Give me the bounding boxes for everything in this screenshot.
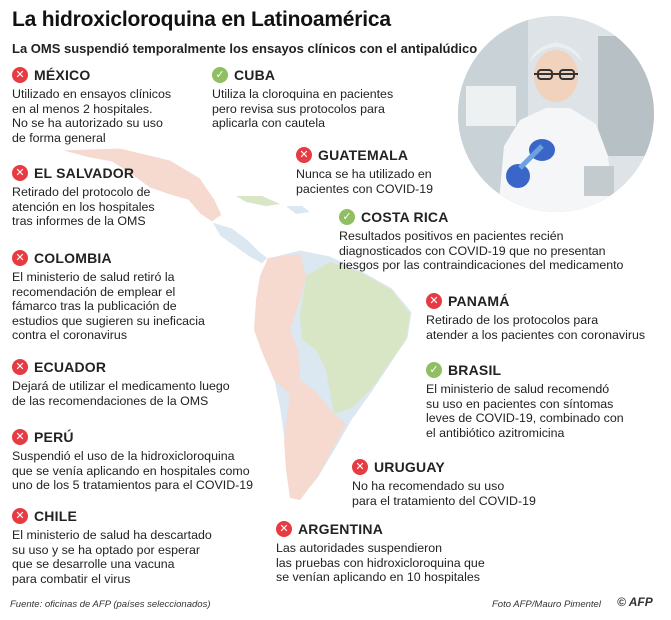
country-chile [12, 507, 212, 586]
cross-icon: ✕ [276, 521, 292, 537]
country-el-salvador [12, 164, 155, 229]
cross-icon: ✕ [426, 293, 442, 309]
country-description: Nunca se ha utilizado en pacientes con COVID-19 [296, 167, 434, 196]
cross-icon: ✕ [12, 429, 28, 445]
country-name: MÉXICO [34, 67, 91, 83]
country-description: Las autoridades suspendieron las pruebas con hidroxicloroquina que se venían aplicando en 10 hospitales [276, 541, 485, 585]
country-name: PERÚ [34, 429, 74, 445]
country-colombia [12, 249, 205, 343]
country-mexico [12, 66, 171, 145]
scientist-photo [458, 16, 654, 212]
country-description: El ministerio de salud retiró la recomendación de emplear el fámarco tras la publicación de estudios que sugieren su ineficacia contra el coronavirus [12, 270, 205, 343]
country-uruguay [352, 458, 536, 508]
country-description: Dejará de utilizar el medicamento luego de las recomendaciones de la OMS [12, 379, 230, 408]
map-caribbean [286, 206, 310, 214]
cross-icon: ✕ [12, 359, 28, 375]
cross-icon: ✕ [12, 67, 28, 83]
map-cuba [236, 196, 280, 206]
country-peru [12, 428, 253, 493]
cross-icon: ✕ [12, 250, 28, 266]
country-name: ECUADOR [34, 359, 107, 375]
cross-icon: ✕ [12, 508, 28, 524]
country-name: COLOMBIA [34, 250, 112, 266]
photo-credit: Foto AFP/Mauro Pimentel [492, 599, 601, 610]
country-name: CUBA [234, 67, 276, 83]
country-guatemala [296, 146, 433, 196]
country-ecuador [12, 358, 230, 408]
country-name: GUATEMALA [318, 147, 409, 163]
country-description: Utilizado en ensayos clínicos en al menos 2 hospitales. No se ha autorizado su uso de forma general [12, 87, 172, 145]
country-description: Retirado del protocolo de atención en los hospitales tras informes de la OMS [12, 185, 155, 229]
country-name: BRASIL [448, 362, 502, 378]
country-description: Utiliza la cloroquina en pacientes pero revisa sus protocolos para aplicarla con cautela [212, 87, 394, 131]
check-icon: ✓ [339, 209, 355, 225]
cross-icon: ✕ [352, 459, 368, 475]
country-costa-rica [339, 208, 623, 273]
country-argentina [276, 520, 485, 585]
check-icon: ✓ [426, 362, 442, 378]
country-description: Resultados positivos en pacientes recién diagnosticados con COVID-19 que no presentan riesgos por las contraindicaciones del medicamento [339, 229, 624, 273]
source-note: Fuente: oficinas de AFP (países seleccionados) [10, 599, 211, 610]
country-cuba [212, 66, 393, 131]
country-description: No ha recomendado su uso para el tratamiento del COVID-19 [352, 479, 536, 508]
country-description: Suspendió el uso de la hidroxicloroquina que se venía aplicando en hospitales como uno de los 5 tratamientos para el COVID-19 [12, 449, 254, 493]
country-description: El ministerio de salud recomendó su uso en pacientes con síntomas leves de COVID-19, combinado con el antibiótico azitromicina [426, 382, 624, 440]
page-subtitle: La OMS suspendió temporalmente los ensayos clínicos con el antipalúdico [12, 41, 478, 56]
country-brasil [426, 361, 624, 440]
country-panama [426, 292, 645, 342]
afp-logo: © AFP [617, 595, 653, 609]
country-name: CHILE [34, 508, 77, 524]
country-description: Retirado de los protocolos para atender a los pacientes con coronavirus [426, 313, 646, 342]
cross-icon: ✕ [12, 165, 28, 181]
country-description: El ministerio de salud ha descartado su uso y se ha optado por esperar que se desarrolle una vacuna para combatir el virus [12, 528, 212, 586]
map-central-america [212, 222, 268, 264]
check-icon: ✓ [212, 67, 228, 83]
page-title: La hidroxicloroquina en Latinoamérica [12, 8, 391, 31]
country-name: COSTA RICA [361, 209, 449, 225]
cross-icon: ✕ [296, 147, 312, 163]
country-name: URUGUAY [374, 459, 445, 475]
country-name: EL SALVADOR [34, 165, 135, 181]
country-name: ARGENTINA [298, 521, 384, 537]
country-name: PANAMÁ [448, 293, 510, 309]
